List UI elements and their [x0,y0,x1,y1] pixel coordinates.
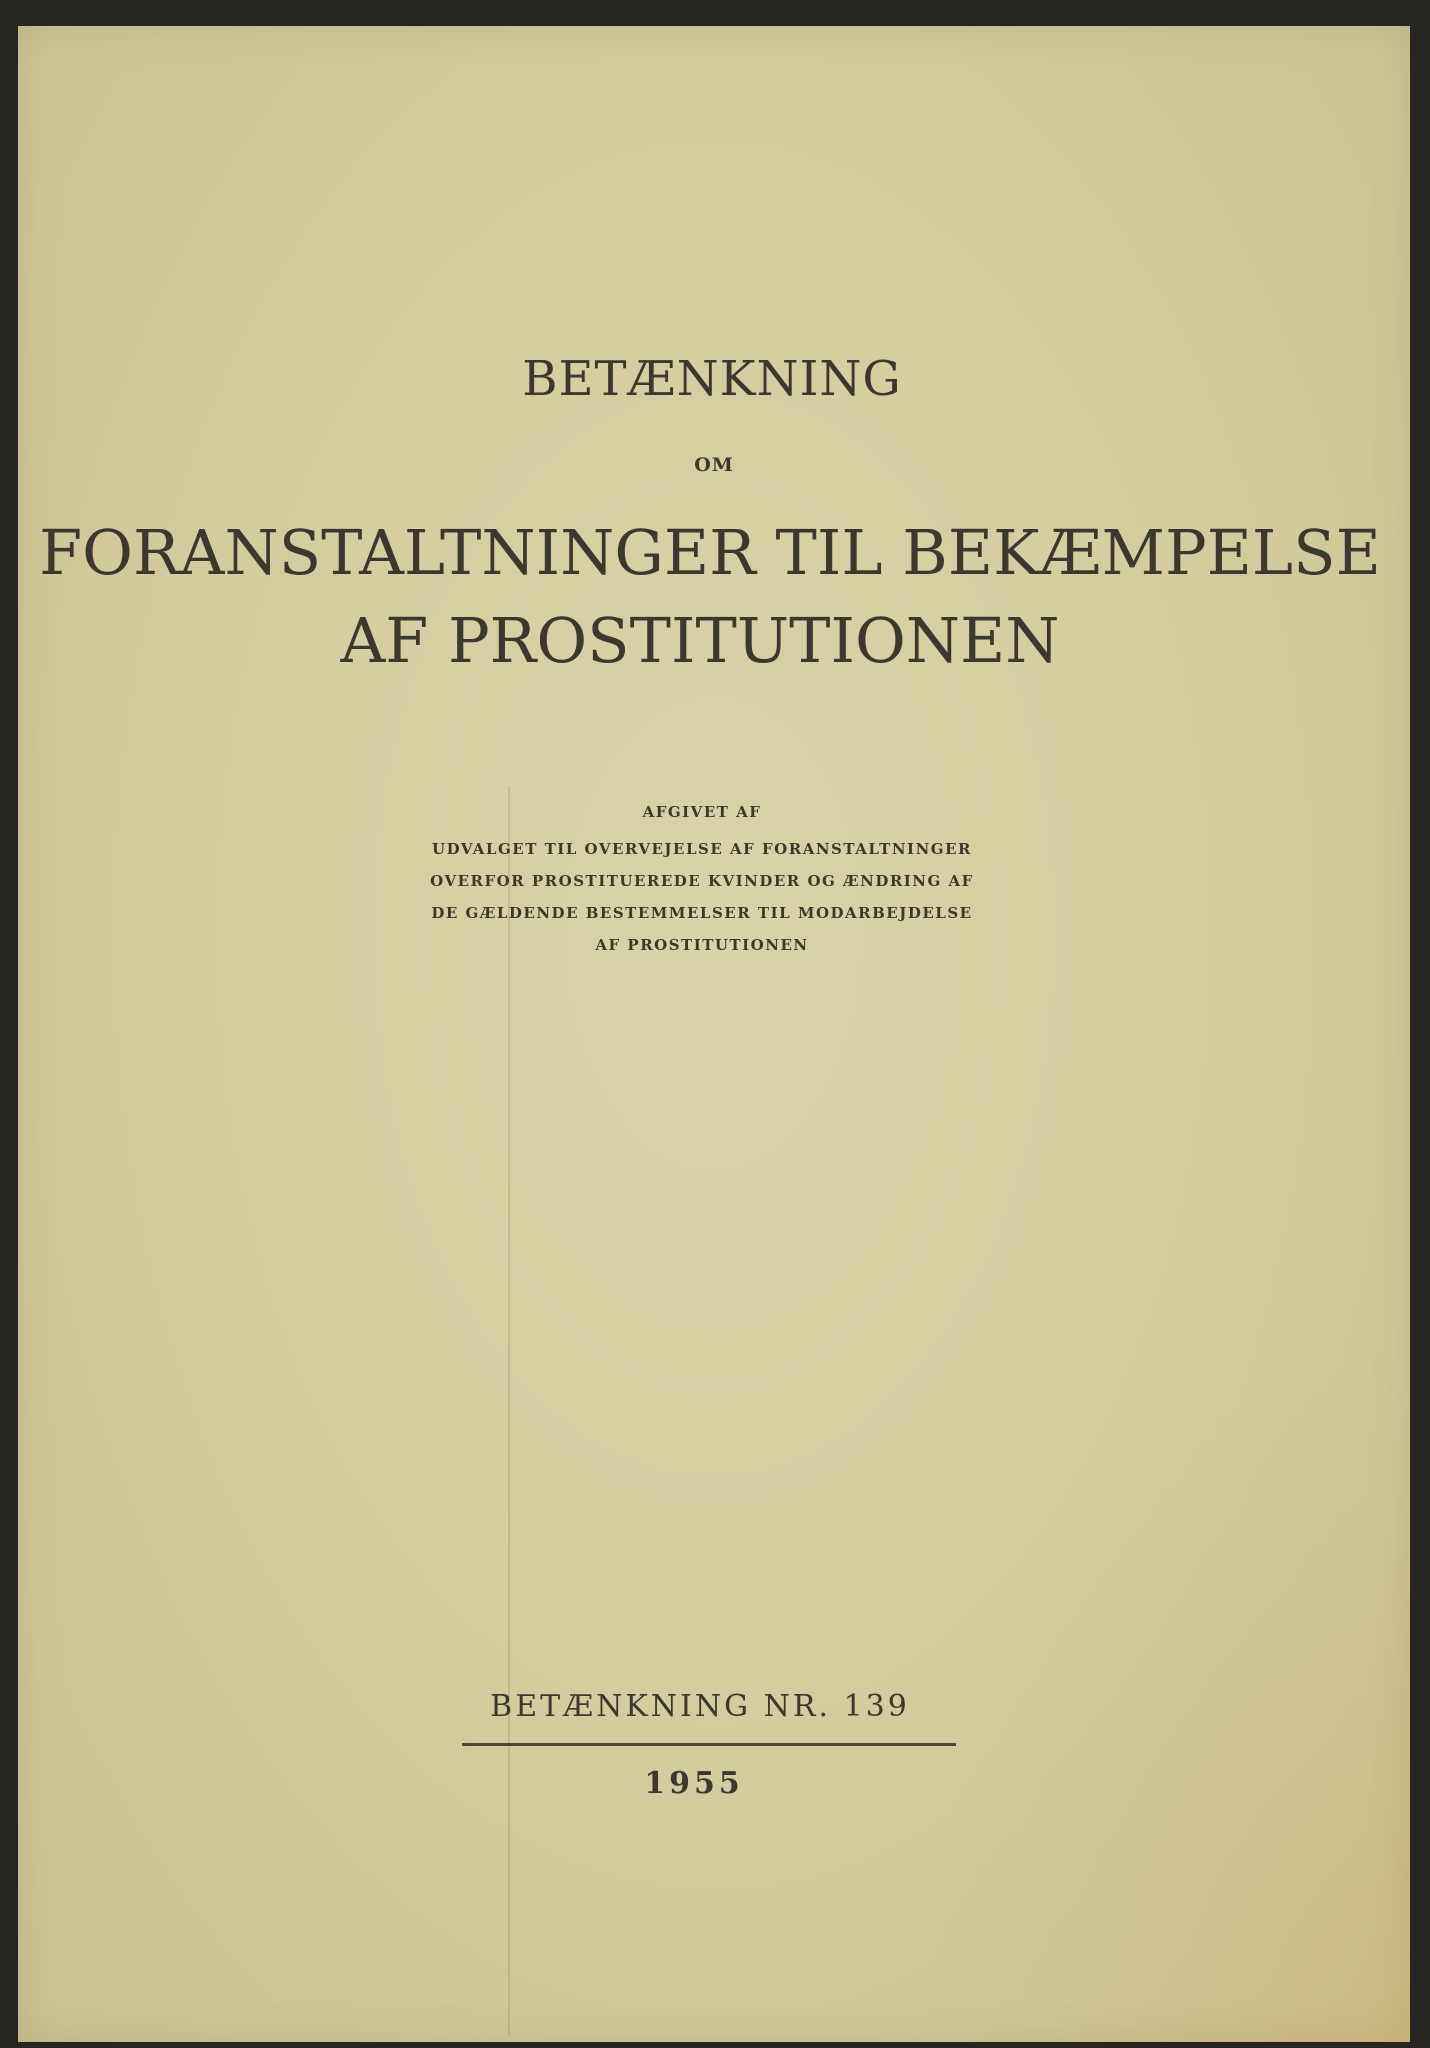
committee-line: UDVALGET TIL OVERVEJELSE AF FORANSTALTNINGER [432,840,972,858]
document-title-line-2: AF PROSTITUTIONEN [340,604,1060,677]
document-title-line-1: FORANSTALTNINGER TIL BEKÆMPELSE [39,516,1381,589]
document-page [18,26,1410,2042]
title-connector: OM [694,454,734,476]
report-number: BETÆNKNING NR. 139 [490,1689,910,1724]
document-heading: BETÆNKNING [522,351,902,407]
committee-line: OVERFOR PROSTITUEREDE KVINDER OG ÆNDRING AF [430,872,974,890]
publication-year: 1955 [644,1766,744,1801]
submitted-by-label: AFGIVET AF [642,803,762,821]
committee-line: AF PROSTITUTIONEN [595,936,809,954]
divider-rule [462,1743,956,1746]
committee-line: DE GÆLDENDE BESTEMMELSER TIL MODARBEJDELSE [431,904,973,922]
